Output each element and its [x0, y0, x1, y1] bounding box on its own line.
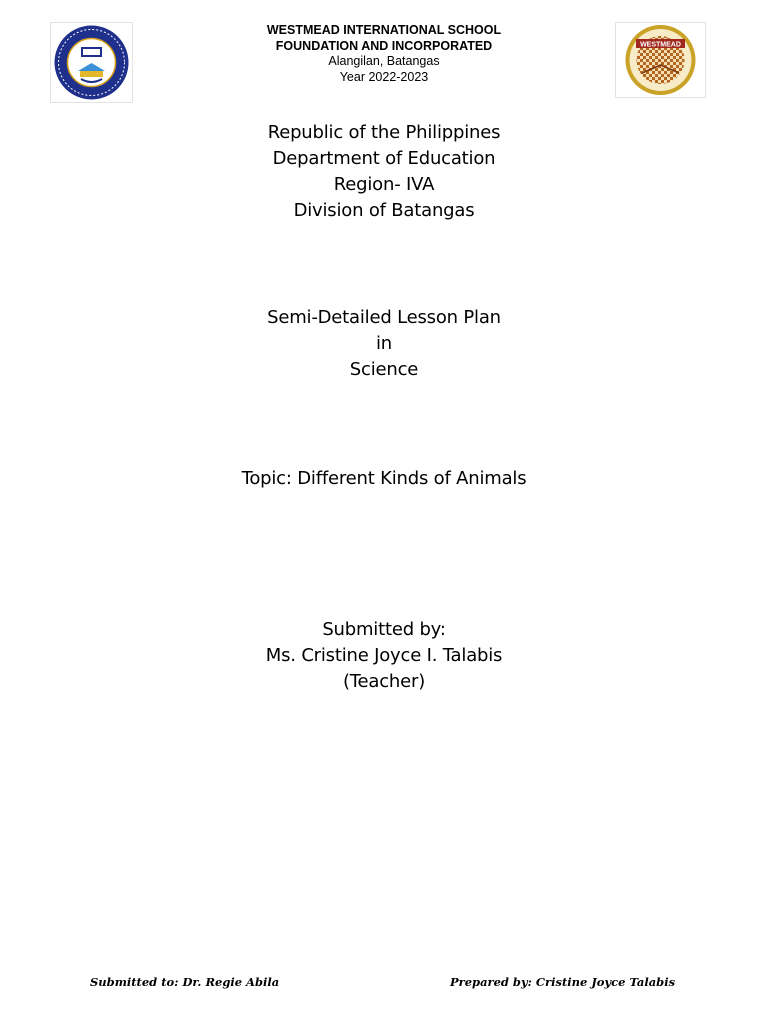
submitter-role: (Teacher) — [342, 671, 426, 692]
government-line-department: Department of Education — [272, 148, 496, 169]
government-block — [0, 120, 768, 224]
submission-block — [0, 617, 768, 695]
school-location: Alangilan, Batangas — [328, 54, 440, 68]
submitted-by-label: Submitted by: — [322, 619, 446, 640]
government-line-division: Division of Batangas — [293, 200, 475, 221]
seal-banner-text: WESTMEAD — [640, 41, 681, 49]
footer-prepared-by: Prepared by: Cristine Joyce Talabis — [450, 975, 676, 989]
lesson-topic: Topic: Different Kinds of Animals — [241, 468, 527, 489]
school-header — [0, 23, 768, 85]
government-line-region: Region- IVA — [333, 174, 435, 195]
lesson-title-block — [0, 305, 768, 383]
lesson-plan-connector: in — [375, 333, 392, 354]
lesson-plan-title: Semi-Detailed Lesson Plan — [267, 307, 501, 328]
submitter-name: Ms. Cristine Joyce I. Talabis — [265, 645, 503, 666]
footer-submitted-to: Submitted to: Dr. Regie Abila — [90, 975, 280, 989]
government-line-republic: Republic of the Philippines — [267, 122, 501, 143]
lesson-plan-subject: Science — [349, 359, 419, 380]
school-name: WESTMEAD INTERNATIONAL SCHOOL — [266, 23, 502, 37]
topic-block — [0, 466, 768, 492]
school-subtitle: FOUNDATION AND INCORPORATED — [275, 38, 493, 53]
school-year: Year 2022-2023 — [339, 69, 429, 84]
